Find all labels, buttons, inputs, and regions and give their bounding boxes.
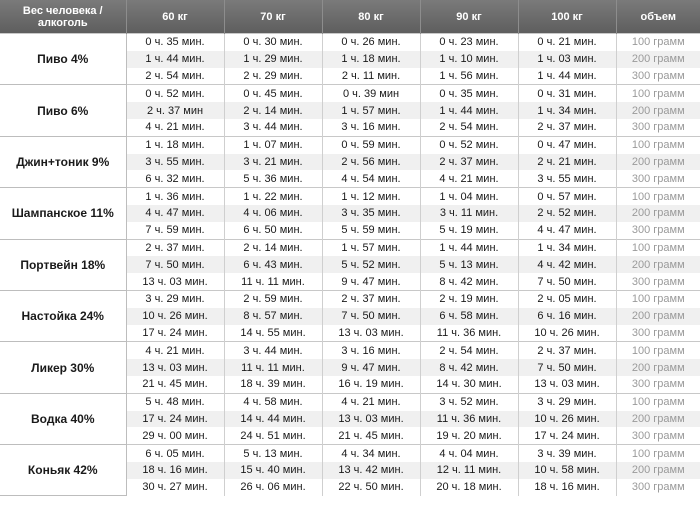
time-cell: 4 ч. 58 мин. — [224, 393, 322, 410]
drink-label: Водка 40% — [0, 393, 126, 444]
time-cell: 2 ч. 29 мин. — [224, 68, 322, 85]
time-cell: 13 ч. 03 мин. — [126, 273, 224, 290]
volume-cell: 200 грамм — [616, 411, 700, 428]
time-cell: 14 ч. 55 мин. — [224, 325, 322, 342]
time-cell: 5 ч. 36 мин. — [224, 170, 322, 187]
volume-cell: 100 грамм — [616, 290, 700, 307]
time-cell: 4 ч. 21 мин. — [322, 393, 420, 410]
table-row — [0, 34, 700, 51]
time-cell: 2 ч. 37 мин — [126, 102, 224, 119]
volume-cell: 300 грамм — [631, 378, 685, 391]
time-cell: 4 ч. 34 мин. — [322, 445, 420, 462]
time-cell: 2 ч. 14 мин. — [224, 102, 322, 119]
time-cell: 4 ч. 42 мин. — [518, 256, 616, 273]
volume-cell: 300 грамм — [631, 326, 685, 339]
corner-header: Вес человека / алкоголь — [0, 0, 126, 34]
time-cell: 14 ч. 44 мин. — [224, 411, 322, 428]
time-cell: 9 ч. 47 мин. — [322, 273, 420, 290]
drink-label: Джин+тоник 9% — [0, 136, 126, 187]
time-cell: 8 ч. 42 мин. — [420, 273, 518, 290]
time-cell: 5 ч. 59 мин. — [322, 222, 420, 239]
time-cell: 1 ч. 07 мин. — [224, 136, 322, 153]
time-cell: 2 ч. 21 мин. — [518, 154, 616, 171]
time-cell: 7 ч. 50 мин. — [518, 359, 616, 376]
time-cell: 20 ч. 18 мин. — [420, 479, 518, 496]
time-cell: 3 ч. 29 мин. — [126, 290, 224, 307]
time-cell: 5 ч. 13 мин. — [224, 445, 322, 462]
volume-cell: 100 грамм — [616, 34, 700, 51]
time-cell: 10 ч. 26 мин. — [126, 308, 224, 325]
time-cell: 4 ч. 04 мин. — [420, 445, 518, 462]
time-cell: 11 ч. 11 мин. — [224, 359, 322, 376]
time-cell: 1 ч. 04 мин. — [420, 188, 518, 205]
weight-header-100: 100 кг — [518, 0, 616, 34]
time-cell: 2 ч. 11 мин. — [322, 68, 420, 85]
time-cell: 2 ч. 37 мин. — [322, 290, 420, 307]
time-cell: 19 ч. 20 мин. — [420, 427, 518, 444]
time-cell: 3 ч. 39 мин. — [518, 445, 616, 462]
time-cell: 1 ч. 34 мин. — [518, 102, 616, 119]
time-cell: 1 ч. 22 мин. — [224, 188, 322, 205]
time-cell: 6 ч. 58 мин. — [420, 308, 518, 325]
time-cell: 16 ч. 19 мин. — [322, 376, 420, 393]
time-cell: 0 ч. 45 мин. — [224, 85, 322, 102]
time-cell: 18 ч. 16 мин. — [518, 479, 616, 496]
time-cell: 1 ч. 36 мин. — [126, 188, 224, 205]
time-cell: 0 ч. 39 мин — [322, 85, 420, 102]
time-cell: 1 ч. 10 мин. — [420, 51, 518, 68]
volume-cell: 200 грамм — [616, 462, 700, 479]
time-cell: 2 ч. 54 мин. — [420, 119, 518, 136]
drink-label: Портвейн 18% — [0, 239, 126, 290]
time-cell: 4 ч. 21 мин. — [126, 119, 224, 136]
volume-cell: 200 грамм — [616, 256, 700, 273]
time-cell: 0 ч. 57 мин. — [518, 188, 616, 205]
volume-cell: 300 грамм — [631, 121, 685, 134]
time-cell: 7 ч. 50 мин. — [322, 308, 420, 325]
time-cell: 6 ч. 05 мин. — [126, 445, 224, 462]
weight-header-60: 60 кг — [126, 0, 224, 34]
volume-cell: 100 грамм — [616, 239, 700, 256]
time-cell: 1 ч. 12 мин. — [322, 188, 420, 205]
time-cell: 0 ч. 30 мин. — [224, 34, 322, 51]
volume-cell: 200 грамм — [616, 154, 700, 171]
time-cell: 0 ч. 52 мин. — [420, 136, 518, 153]
table-row — [0, 188, 700, 205]
time-cell: 13 ч. 42 мин. — [322, 462, 420, 479]
time-cell: 1 ч. 57 мин. — [322, 102, 420, 119]
time-cell: 0 ч. 35 мин. — [126, 34, 224, 51]
volume-cell: 100 грамм — [616, 393, 700, 410]
time-cell: 13 ч. 03 мин. — [322, 411, 420, 428]
time-cell: 21 ч. 45 мин. — [126, 376, 224, 393]
time-cell: 3 ч. 35 мин. — [322, 205, 420, 222]
time-cell: 7 ч. 59 мин. — [126, 222, 224, 239]
table-row — [0, 85, 700, 102]
time-cell: 2 ч. 54 мин. — [420, 342, 518, 359]
volume-cell: 300 грамм — [631, 69, 685, 82]
time-cell: 0 ч. 35 мин. — [420, 85, 518, 102]
time-cell: 0 ч. 26 мин. — [322, 34, 420, 51]
time-cell: 2 ч. 52 мин. — [518, 205, 616, 222]
time-cell: 3 ч. 21 мин. — [224, 154, 322, 171]
volume-cell: 200 грамм — [616, 359, 700, 376]
time-cell: 3 ч. 44 мин. — [224, 119, 322, 136]
time-cell: 2 ч. 05 мин. — [518, 290, 616, 307]
volume-cell: 200 грамм — [616, 51, 700, 68]
time-cell: 0 ч. 23 мин. — [420, 34, 518, 51]
table-row — [0, 445, 700, 462]
time-cell: 6 ч. 43 мин. — [224, 256, 322, 273]
time-cell: 15 ч. 40 мин. — [224, 462, 322, 479]
time-cell: 4 ч. 21 мин. — [420, 170, 518, 187]
drink-label: Ликер 30% — [0, 342, 126, 393]
volume-cell: 300 грамм — [631, 172, 685, 185]
time-cell: 5 ч. 48 мин. — [126, 393, 224, 410]
time-cell: 1 ч. 18 мин. — [322, 51, 420, 68]
time-cell: 13 ч. 03 мин. — [126, 359, 224, 376]
time-cell: 2 ч. 37 мин. — [518, 342, 616, 359]
time-cell: 3 ч. 44 мин. — [224, 342, 322, 359]
time-cell: 18 ч. 16 мин. — [126, 462, 224, 479]
volume-cell: 200 грамм — [616, 205, 700, 222]
weight-header-90: 90 кг — [420, 0, 518, 34]
time-cell: 2 ч. 56 мин. — [322, 154, 420, 171]
table-header-row — [0, 0, 700, 34]
drink-label: Шампанское 11% — [0, 188, 126, 239]
time-cell: 1 ч. 44 мин. — [420, 239, 518, 256]
time-cell: 2 ч. 54 мин. — [126, 68, 224, 85]
time-cell: 1 ч. 18 мин. — [126, 136, 224, 153]
table-body — [0, 34, 700, 496]
time-cell: 1 ч. 34 мин. — [518, 239, 616, 256]
volume-cell: 300 грамм — [631, 224, 685, 237]
drink-label: Настойка 24% — [0, 290, 126, 341]
time-cell: 6 ч. 50 мин. — [224, 222, 322, 239]
time-cell: 4 ч. 06 мин. — [224, 205, 322, 222]
time-cell: 1 ч. 03 мин. — [518, 51, 616, 68]
time-cell: 11 ч. 11 мин. — [224, 273, 322, 290]
time-cell: 10 ч. 26 мин. — [518, 411, 616, 428]
volume-cell: 300 грамм — [631, 275, 685, 288]
time-cell: 12 ч. 11 мин. — [420, 462, 518, 479]
time-cell: 3 ч. 29 мин. — [518, 393, 616, 410]
time-cell: 5 ч. 13 мин. — [420, 256, 518, 273]
time-cell: 3 ч. 55 мин. — [518, 170, 616, 187]
time-cell: 3 ч. 52 мин. — [420, 393, 518, 410]
time-cell: 4 ч. 21 мин. — [126, 342, 224, 359]
time-cell: 26 ч. 06 мин. — [224, 479, 322, 496]
table-row — [0, 136, 700, 153]
time-cell: 1 ч. 57 мин. — [322, 239, 420, 256]
volume-cell: 200 грамм — [616, 102, 700, 119]
volume-cell: 300 грамм — [631, 429, 685, 442]
weight-header-80: 80 кг — [322, 0, 420, 34]
time-cell: 0 ч. 59 мин. — [322, 136, 420, 153]
time-cell: 17 ч. 24 мин. — [126, 325, 224, 342]
time-cell: 7 ч. 50 мин. — [126, 256, 224, 273]
drink-label: Пиво 4% — [0, 34, 126, 85]
drink-label: Пиво 6% — [0, 85, 126, 136]
time-cell: 0 ч. 52 мин. — [126, 85, 224, 102]
time-cell: 24 ч. 51 мин. — [224, 427, 322, 444]
time-cell: 11 ч. 36 мин. — [420, 325, 518, 342]
time-cell: 5 ч. 52 мин. — [322, 256, 420, 273]
time-cell: 18 ч. 39 мин. — [224, 376, 322, 393]
weight-header-70: 70 кг — [224, 0, 322, 34]
time-cell: 2 ч. 37 мин. — [518, 119, 616, 136]
time-cell: 1 ч. 56 мин. — [420, 68, 518, 85]
time-cell: 6 ч. 32 мин. — [126, 170, 224, 187]
time-cell: 9 ч. 47 мин. — [322, 359, 420, 376]
time-cell: 13 ч. 03 мин. — [322, 325, 420, 342]
table-row — [0, 290, 700, 307]
time-cell: 2 ч. 19 мин. — [420, 290, 518, 307]
volume-header: объем — [616, 0, 700, 34]
time-cell: 6 ч. 16 мин. — [518, 308, 616, 325]
time-cell: 2 ч. 59 мин. — [224, 290, 322, 307]
time-cell: 8 ч. 57 мин. — [224, 308, 322, 325]
time-cell: 1 ч. 44 мин. — [518, 68, 616, 85]
time-cell: 2 ч. 37 мин. — [126, 239, 224, 256]
time-cell: 3 ч. 16 мин. — [322, 342, 420, 359]
time-cell: 4 ч. 47 мин. — [126, 205, 224, 222]
time-cell: 13 ч. 03 мин. — [518, 376, 616, 393]
volume-cell: 200 грамм — [616, 308, 700, 325]
time-cell: 2 ч. 14 мин. — [224, 239, 322, 256]
time-cell: 17 ч. 24 мин. — [518, 427, 616, 444]
time-cell: 21 ч. 45 мин. — [322, 427, 420, 444]
time-cell: 2 ч. 37 мин. — [420, 154, 518, 171]
table-row — [0, 239, 700, 256]
volume-cell: 300 грамм — [631, 481, 685, 494]
volume-cell: 100 грамм — [616, 188, 700, 205]
time-cell: 0 ч. 31 мин. — [518, 85, 616, 102]
time-cell: 10 ч. 26 мин. — [518, 325, 616, 342]
drink-label: Коньяк 42% — [0, 445, 126, 496]
time-cell: 10 ч. 58 мин. — [518, 462, 616, 479]
time-cell: 3 ч. 11 мин. — [420, 205, 518, 222]
volume-cell: 100 грамм — [616, 85, 700, 102]
time-cell: 8 ч. 42 мин. — [420, 359, 518, 376]
time-cell: 4 ч. 47 мин. — [518, 222, 616, 239]
time-cell: 22 ч. 50 мин. — [322, 479, 420, 496]
time-cell: 5 ч. 19 мин. — [420, 222, 518, 239]
time-cell: 1 ч. 29 мин. — [224, 51, 322, 68]
time-cell: 0 ч. 47 мин. — [518, 136, 616, 153]
time-cell: 7 ч. 50 мин. — [518, 273, 616, 290]
time-cell: 1 ч. 44 мин. — [420, 102, 518, 119]
time-cell: 30 ч. 27 мин. — [126, 479, 224, 496]
time-cell: 3 ч. 55 мин. — [126, 154, 224, 171]
volume-cell: 100 грамм — [616, 445, 700, 462]
time-cell: 3 ч. 16 мин. — [322, 119, 420, 136]
time-cell: 4 ч. 54 мин. — [322, 170, 420, 187]
table-row — [0, 342, 700, 359]
volume-cell: 100 грамм — [616, 136, 700, 153]
time-cell: 29 ч. 00 мин. — [126, 427, 224, 444]
time-cell: 0 ч. 21 мин. — [518, 34, 616, 51]
table-row — [0, 393, 700, 410]
time-cell: 11 ч. 36 мин. — [420, 411, 518, 428]
time-cell: 14 ч. 30 мин. — [420, 376, 518, 393]
time-cell: 1 ч. 44 мин. — [126, 51, 224, 68]
time-cell: 17 ч. 24 мин. — [126, 411, 224, 428]
volume-cell: 100 грамм — [616, 342, 700, 359]
